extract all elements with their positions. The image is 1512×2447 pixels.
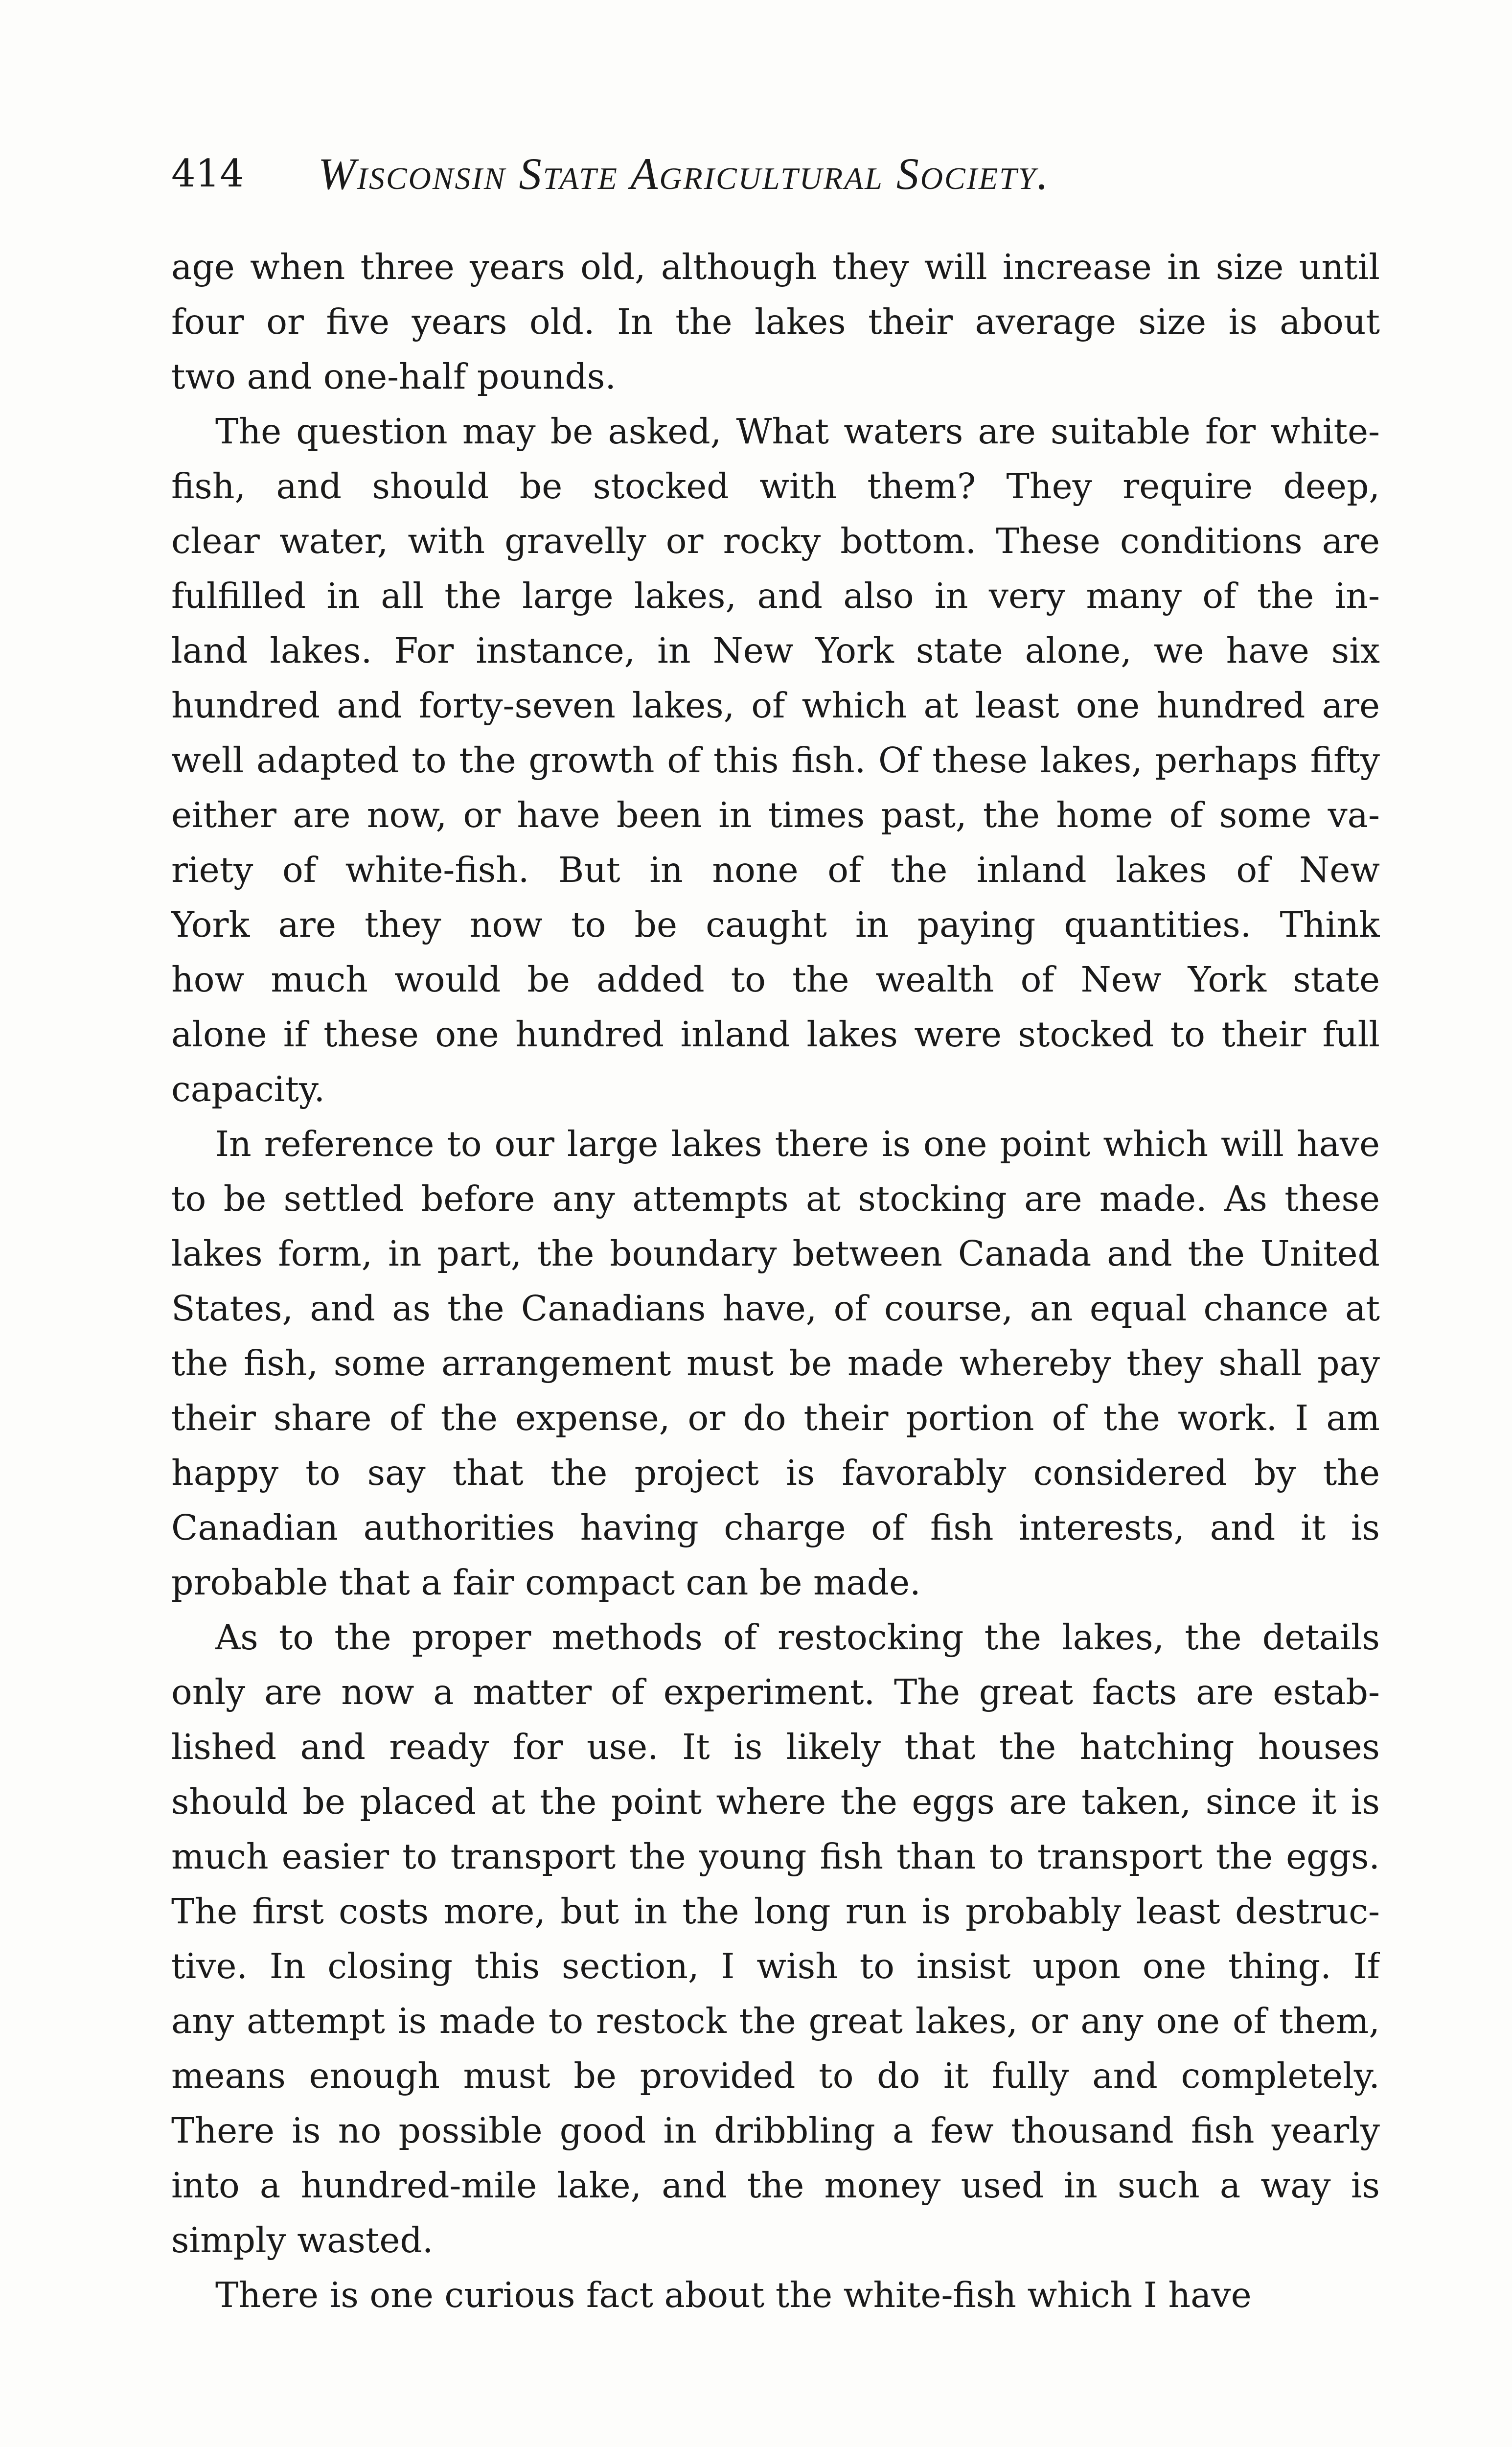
text-line: happy to say that the project is favorably considered by the [171,1453,1380,1493]
text-line: much easier to transport the young fish than to transport the eggs. [171,1836,1380,1877]
text-line: There is no possible good in dribbling a few thousand fish yearly [171,2110,1380,2151]
paragraph [171,1117,1380,1610]
text-line: two and one-half pounds. [171,356,616,397]
text-line: age when three years old, although they will increase in size until [171,247,1380,287]
text-line: lakes form, in part, the boundary between Canada and the United [171,1233,1380,1274]
text-line: simply wasted. [171,2220,434,2261]
text-line: States, and as the Canadians have, of course, an equal chance at [171,1288,1380,1329]
text-line: hundred and forty-seven lakes, of which at least one hundred are [171,685,1380,726]
text-line: their share of the expense, or do their portion of the work. I am [171,1398,1380,1438]
text-line: land lakes. For instance, in New York state alone, we have six [171,630,1380,671]
text-line: the fish, some arrangement must be made whereby they shall pay [171,1343,1380,1384]
text-line: well adapted to the growth of this fish. Of these lakes, perhaps fifty [171,740,1380,781]
text-line: probable that a fair compact can be made. [171,1562,921,1603]
running-head: Wisconsin State Agricultural Society. [318,149,1050,199]
page-header [171,147,1380,201]
text-line: As to the proper methods of restocking the lakes, the details [215,1617,1380,1658]
paragraph [171,404,1380,1117]
text-line: four or five years old. In the lakes their average size is about [171,301,1380,342]
text-line: either are now, or have been in times past, the home of some va- [171,795,1380,835]
text-line: should be placed at the point where the eggs are taken, since it is [171,1781,1380,1822]
text-line: any attempt is made to restock the great lakes, or any one of them, [171,2001,1380,2041]
text-line: lished and ready for use. It is likely that the hatching houses [171,1727,1380,1767]
text-line: how much would be added to the wealth of New York state [171,959,1380,1000]
text-line: only are now a matter of experiment. The great facts are estab- [171,1672,1380,1712]
page-number: 414 [171,152,244,196]
text-line: clear water, with gravelly or rocky bottom. These conditions are [171,521,1380,561]
text-line: fulfilled in all the large lakes, and also in very many of the in- [171,576,1380,616]
text-line: The question may be asked, What waters are suitable for white- [215,411,1380,452]
text-line: There is one curious fact about the white-fish which I have [215,2275,1252,2315]
paragraph [171,1610,1380,2268]
body-text [171,240,1380,2323]
text-line: The first costs more, but in the long run is probably least destruc- [171,1891,1380,1932]
text-line: tive. In closing this section, I wish to insist upon one thing. If [171,1946,1380,1986]
text-line: In reference to our large lakes there is one point which will have [215,1124,1380,1164]
paragraph [171,2268,1380,2323]
text-line: riety of white-fish. But in none of the inland lakes of New [171,850,1380,890]
text-line: York are they now to be caught in paying quantities. Think [171,904,1380,945]
text-line: alone if these one hundred inland lakes were stocked to their full [171,1014,1380,1055]
text-line: fish, and should be stocked with them? They require deep, [171,466,1380,507]
paragraph [171,240,1380,404]
text-line: to be settled before any attempts at stocking are made. As these [171,1178,1380,1219]
text-line: means enough must be provided to do it fully and completely. [171,2055,1380,2096]
text-line: capacity. [171,1069,325,1109]
text-line: Canadian authorities having charge of fish interests, and it is [171,1507,1380,1548]
text-line: into a hundred-mile lake, and the money used in such a way is [171,2165,1380,2206]
